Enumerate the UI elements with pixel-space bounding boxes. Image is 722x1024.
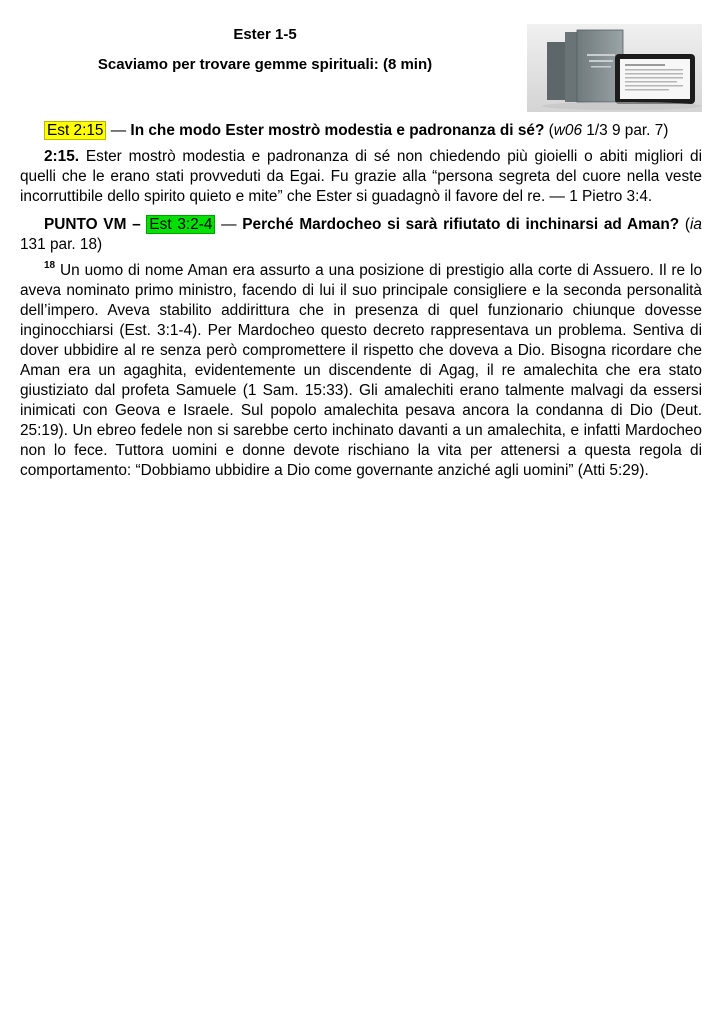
answer-2 (20, 261, 702, 481)
paragraph-number: 18 (44, 260, 56, 271)
answer-1 (20, 147, 702, 207)
publication-link-ia[interactable]: ia (690, 216, 702, 233)
scripture-link-est-2-15[interactable]: Est 2:15 (44, 121, 106, 140)
question-2-cite-open: ( (679, 216, 690, 233)
page-subtitle: Scaviamo per trovare gemme spirituali: (8 min) (97, 56, 433, 73)
document-body (20, 121, 702, 487)
page-title: Ester 1-5 (233, 26, 297, 43)
question-1-text: In che modo Ester mostrò modestia e padronanza di sé? (130, 122, 545, 139)
question-2 (20, 215, 702, 255)
document-header (0, 26, 530, 74)
answer-2-text: Un uomo di nome Aman era assurto a una posizione di prestigio alla corte di Assuero. Il re lo aveva nominato primo ministro, facendo di lui il suo principale consigliere e la seconda personalità dell’impero. Aveva stabilito addirittura che in presenza di quel funzionario chiunque dovesse inginocchiarsi (Est. 3:1-4). Per Mardocheo questo decreto rappresentava un problema. Sentiva di dover ubbidire al re senza però compromettere il rispetto che doveva a Dio. Bisogna ricordare che Aman era un agaghita, evidentemente un discendente di Agag, il re amalechita che era stato giustiziato dal profeta Samuele (1 Sam. 15:33). Gli amalechiti erano talmente malvagi da essersi inimicati con Geova e Israele. Sul popolo amalechita pesava ancora la condanna di Dio (Deut. 25:19). Un ebreo fedele non si sarebbe certo inchinato davanti a un amalechita, e infatti Mardocheo non lo fece. Tuttora uomini e donne devote rischiano la vita per attenersi a questa regola di comportamento: “Dobbiamo ubbidire a Dio come governante anziché agli uomini” (Atti 5:29). (20, 262, 702, 479)
question-1-dash: — (106, 122, 131, 139)
publication-link-w06[interactable]: w06 (553, 122, 582, 139)
question-1-cite-open: ( (544, 122, 554, 139)
question-1 (20, 121, 702, 141)
books-and-tablet-icon (527, 24, 702, 112)
question-2-text: Perché Mardocheo si sarà rifiutato di inchinarsi ad Aman? (242, 216, 680, 233)
question-2-cite-rest: 131 par. 18) (20, 236, 103, 253)
question-2-label: PUNTO VM – (44, 216, 147, 233)
answer-1-verse: 2:15. (44, 148, 80, 165)
question-1-cite-rest: 1/3 9 par. 7) (582, 122, 669, 139)
scripture-link-est-3-2-4[interactable]: Est 3:2-4 (146, 215, 215, 234)
answer-1-text: Ester mostrò modestia e padronanza di sé non chiedendo più gioielli o abiti migliori di quelli che le erano stati provveduti da Egai. Fu grazie alla “persona segreta del cuore nella veste incorruttibile dello spirito quieto e mite” che Ester si guadagnò il favore del re. — 1 Pietro 3:4. (20, 148, 702, 205)
question-2-dash: — (215, 216, 243, 233)
